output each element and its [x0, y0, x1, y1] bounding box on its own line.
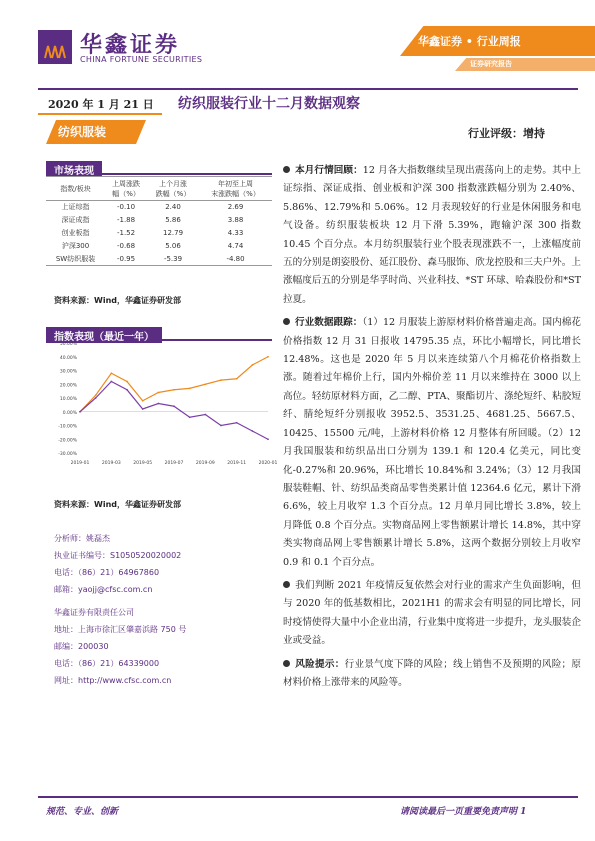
- company-info: [54, 604, 186, 689]
- table-row: [46, 227, 272, 240]
- market-heading-label: 市场表现: [46, 161, 102, 177]
- bullet-icon: [283, 660, 290, 667]
- company-line: 地址：上海市徐汇区肇嘉浜路 750 号: [54, 625, 187, 634]
- table-header-cell: 上周涨跌 幅（%）: [105, 177, 147, 201]
- table-cell: -4.80: [199, 253, 272, 266]
- table-header-cell: 上个月涨 跌幅（%）: [147, 177, 199, 201]
- y-tick-label: -30.00%: [58, 452, 77, 457]
- footer-motto: 规范、专业、创新: [46, 807, 119, 817]
- table-cell: 深证成指: [61, 216, 90, 224]
- footer-disclaimer: 请阅读最后一页重要免责声明 1: [400, 807, 527, 817]
- table-row: [46, 253, 272, 266]
- paragraph-text: 12 月各大指数继续呈现出震荡向上的走势。其中上证综指、深证成指、创业板和沪深 300 指数涨跌幅分别为 2.40%、5.86%、12.79%和 5.06%。12 月表现较好的行业是休闲服务和电气设备。纺织服装板块 12 月下滑 5.39%，跑输沪深 300 指数 10.45 个百分点。本月纺织服装行业个股表现涨跌不一，上涨幅度前五的分别是朗姿股份、延江股份、森马服饰、欣龙控股和三夫户外。上涨幅度后五的分别是华孚时尚、兴业科技、*ST 环球、哈森股份和*ST 拉夏。: [283, 165, 582, 305]
- table-cell: 3.88: [227, 216, 244, 224]
- index-performance-chart: [46, 337, 278, 467]
- company-logo: [38, 30, 72, 64]
- data-point: [142, 400, 144, 402]
- x-tick-label: 2019-07: [164, 461, 184, 466]
- data-point: [126, 381, 128, 383]
- table-cell: 4.33: [227, 229, 244, 237]
- y-tick-label: 30.00%: [59, 369, 77, 375]
- y-tick-label: 40.00%: [59, 355, 77, 361]
- body-text: [283, 162, 581, 697]
- table-cell: 沪深300: [61, 242, 90, 250]
- data-point: [204, 383, 206, 385]
- company-line: 网址：http://www.cfsc.com.cn: [54, 676, 172, 685]
- data-point: [173, 405, 175, 407]
- analyst-line: 邮箱：yaojj@cfsc.com.cn: [54, 585, 153, 594]
- paragraph-lead: 本月行情回顾：: [295, 165, 363, 176]
- table-cell: -0.10: [116, 203, 136, 212]
- footer-rule: [38, 796, 578, 798]
- paragraph-lead: 行业数据跟踪：: [295, 317, 363, 329]
- market-table: [46, 176, 272, 266]
- chart-source: 资料来源：Wind，华鑫证券研发部: [54, 500, 181, 509]
- y-tick-label: -10.00%: [58, 424, 77, 430]
- table-cell: -0.95: [105, 253, 147, 266]
- data-point: [110, 372, 112, 374]
- x-tick-label: 2019-09: [195, 461, 215, 466]
- table-cell: -0.68: [116, 242, 136, 250]
- data-point: [204, 414, 206, 416]
- data-point: [142, 408, 144, 410]
- y-tick-label: 50.00%: [59, 342, 77, 347]
- brand-name-cn: 华鑫证券: [80, 33, 181, 58]
- company-line: 华鑫证券有限责任公司: [54, 608, 134, 617]
- data-point: [267, 438, 269, 440]
- body-paragraph: [283, 314, 581, 572]
- data-point: [236, 378, 238, 380]
- analyst-line: 电话：（86）21）64967860: [54, 568, 160, 577]
- table-cell: -5.39: [147, 253, 199, 266]
- bullet-icon: [283, 166, 290, 173]
- data-point: [236, 422, 238, 424]
- table-cell: -1.88: [116, 216, 136, 224]
- table-cell: 创业板指: [61, 229, 90, 237]
- table-cell: 2.40: [165, 203, 181, 212]
- industry-rating: 行业评级：增持: [468, 127, 545, 140]
- table-cell: 12.79: [162, 229, 184, 237]
- logo-mark-icon: [43, 44, 67, 58]
- x-tick-label: 2019-03: [101, 461, 121, 466]
- x-tick-label: 2019-01: [70, 461, 90, 466]
- data-point: [189, 387, 191, 389]
- table-header-cell: 年初至上周 末涨跌幅（%）: [199, 177, 272, 201]
- body-paragraph: [283, 656, 581, 693]
- data-point: [251, 430, 253, 432]
- company-line: 电话：（86）21）64339000: [54, 659, 160, 668]
- data-point: [157, 392, 159, 394]
- y-tick-label: 0.00%: [62, 410, 77, 416]
- data-point: [267, 356, 269, 358]
- paragraph-text: 我们判断 2021 年疫情反复依然会对行业的需求产生负面影响，但与 2020 年的低基数相比，2021H1 的需求会有明显的同比增长，同时疫情使得大量中小企业出清，行业集中度将进一步提升，龙头服装企业或受益。: [283, 579, 581, 647]
- sub-banner-label: 证券研究报告: [470, 59, 512, 68]
- header-rule: [38, 88, 578, 90]
- analyst-line: 执业证书编号：S1050520020002: [54, 551, 182, 560]
- table-cell: 5.86: [165, 216, 181, 224]
- data-point: [110, 381, 112, 383]
- analyst-info: [54, 530, 181, 598]
- company-line: 邮编：200030: [54, 642, 109, 651]
- x-tick-label: 2020-01: [258, 461, 278, 466]
- table-row: [46, 214, 272, 227]
- y-tick-label: 10.00%: [59, 397, 77, 402]
- brand-name-en: CHINA FORTUNE SECURITIES: [80, 55, 203, 64]
- market-source: 资料来源：Wind，华鑫证券研发部: [54, 296, 181, 305]
- paragraph-text: （1）12 月服装上游原材料价格普遍走高。国内棉花价格指数 12 月 31 日报收 14795.35 点，环比小幅增长，同比增长 12.48%。这也是 2020 年 5 月以来连续第八个月棉花价格指数上涨。随着过年棉价上行，国内外棉价差 11 月以来维持在 3000 以上高位。轻纺原材料方面，乙二醇、PTA、聚酯切片、涤纶短纤、粘胶短纤、腈纶短纤分别报收 3952.5、3531.25、4681.25、5667.5、10425、15500 元/吨，上游材料价格 12 月整体有所回暖。（2）12 月我国服装和纺织品出口分别为 139.1 和 120.4 亿美元，同比变化-0.27%和 20.96%，环比增长 10.84%和 3.24%；（3）12 月我国服装鞋帽、针、纺织品类商品零售类累计值 12364.6 亿元，累计下滑 6.6%，较上月收窄 1.3 个百分点。12 月单月同比增长 3.8%，较上月降低 0.8 个百分点。实物商品网上零售额累计增长 14.8%，其中穿类实物商品网上零售额累计增长 5.8%，这两个数据分别较上月收窄 0.9 和 0.1 个百分点。: [283, 317, 582, 568]
- table-row: [46, 240, 272, 253]
- table-cell: 5.06: [165, 242, 181, 250]
- banner-label: 华鑫证券 • 行业周报: [418, 35, 521, 48]
- data-point: [173, 389, 175, 391]
- x-tick-label: 2019-11: [227, 461, 247, 466]
- table-cell: -1.52: [116, 229, 136, 237]
- chart-title: 指数表现（最近一年）: [46, 327, 162, 343]
- table-cell: SW纺织服装: [46, 253, 105, 266]
- data-point: [95, 394, 97, 396]
- data-point: [157, 403, 159, 405]
- data-point: [220, 425, 222, 427]
- sector-label: 纺织服装: [58, 125, 107, 139]
- x-tick-label: 2019-05: [133, 461, 153, 466]
- market-section-heading: [46, 159, 272, 175]
- data-point: [79, 411, 81, 413]
- table-cell: 上证综指: [61, 203, 90, 212]
- paragraph-lead: 风险提示：: [295, 658, 345, 670]
- table-header-cell: 指数/板块: [46, 177, 105, 201]
- data-point: [126, 389, 128, 391]
- report-date: 2020 年 1 月 21 日: [48, 98, 154, 111]
- analyst-line: 分析师：姚磊杰: [54, 534, 110, 543]
- data-point: [251, 364, 253, 366]
- data-point: [220, 379, 222, 381]
- y-tick-label: 20.00%: [59, 383, 77, 389]
- table-cell: 2.69: [227, 203, 244, 212]
- bullet-icon: [283, 318, 290, 325]
- data-point: [95, 397, 97, 399]
- y-tick-label: -20.00%: [58, 438, 77, 444]
- body-paragraph: [283, 162, 581, 309]
- data-point: [189, 416, 191, 418]
- page-title: 纺织服装行业十二月数据观察: [178, 96, 360, 112]
- bullet-icon: [283, 581, 290, 588]
- table-cell: 4.74: [227, 242, 244, 250]
- paragraph-text: 行业景气度下降的风险；线上销售不及预期的风险；原材料价格上涨带来的风险等。: [283, 658, 582, 688]
- body-paragraph: [283, 577, 581, 651]
- table-row: [46, 201, 272, 214]
